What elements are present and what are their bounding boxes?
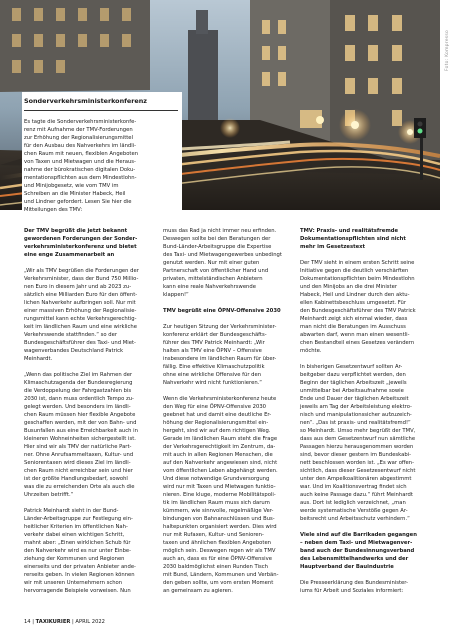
body-line: hergeht, sind wir auf dem richtigen Weg. bbox=[163, 428, 271, 434]
intro-line: renz mit Aufnahme der TMV-Forderungen bbox=[24, 127, 133, 133]
paragraph-gap bbox=[24, 259, 144, 267]
intro-line: Schreiben an die Minister Habeck, Heil bbox=[24, 191, 126, 197]
body-line: lichen Nahverkehr aufbringen soll. Nur mit bbox=[24, 300, 136, 306]
body-line: dass aus dem Gesetzentwurf nun sämtliche bbox=[300, 436, 416, 442]
body-line: iums für Arbeit und Soziales informiert: bbox=[300, 588, 404, 594]
body-line: ohne eine wirkliche Offensive für den bbox=[163, 372, 262, 378]
body-line: nur mit Rufaxen, Kultur- und Senioren- bbox=[163, 532, 264, 538]
paragraph-gap bbox=[24, 363, 144, 371]
intro-line: Mitteilungen des TMV: bbox=[24, 207, 83, 213]
body-line: Passagen hierzu herausgenommen worden bbox=[300, 444, 414, 450]
body-line: den geben sollte, um vom ersten Moment bbox=[163, 580, 274, 586]
subheading-line: Hauptverband der Bauindustrie bbox=[300, 564, 394, 570]
body-line: werde systematische Verstöße gegen Ar- bbox=[300, 508, 408, 514]
body-line: Meinhardt zeigt sich einmal wieder, dass bbox=[300, 316, 408, 322]
paragraph-gap bbox=[24, 499, 144, 507]
section-title bbox=[24, 95, 178, 111]
subheading-line: Viele sind auf die Barrikaden gegangen bbox=[300, 532, 417, 538]
body-line: die Verdoppelung der Fahrgastzahlen bis bbox=[24, 388, 132, 394]
article-column-1 bbox=[24, 227, 144, 595]
page-footer: 14 | TAXIKURIER | APRIL 2022 bbox=[24, 619, 105, 625]
paragraph-gap bbox=[300, 355, 424, 363]
subheading-line: TMV: Praxis- und realitätsfremde bbox=[300, 228, 399, 234]
body-line: Verkehrsminister, dass der Bund 750 Millio- bbox=[24, 276, 139, 282]
body-line: Ende und Dauer der täglichen Arbeitszeit bbox=[300, 396, 409, 402]
body-line: Dokumentationspflichten beim Mindestlohn bbox=[300, 276, 415, 282]
body-line: Wenn die Verkehrsministerkonferenz heute bbox=[163, 396, 277, 402]
body-line: des Taxi- und Mietwagengewerbes unbedingt bbox=[163, 252, 282, 258]
body-line: was die zu erreichenden Orte als auch die bbox=[24, 484, 135, 490]
magazine-name: TAXIKURIER bbox=[35, 619, 71, 625]
body-line: wagenverbandes Deutschland Patrick bbox=[24, 348, 124, 354]
body-line: genutzt werden. Nur mit einer guten bbox=[163, 260, 260, 266]
body-line: den Weg für eine ÖPNV-Offensive 2030 bbox=[163, 404, 267, 410]
body-line: chen Raum müssen hier flexible Angebote bbox=[24, 412, 136, 418]
body-line: insbesondere im ländlichen Raum für über- bbox=[163, 356, 277, 362]
body-line: sätzlich eine Milliarden Euro für den öffent- bbox=[24, 292, 138, 298]
body-line: den Nahverkehr wird es nur unter Einbe- bbox=[24, 548, 132, 554]
paragraph-gap bbox=[163, 315, 283, 323]
issue-date: APRIL 2022 bbox=[75, 619, 105, 625]
body-line: Und diese notwendige Grundversorgung bbox=[163, 476, 270, 482]
body-line: mit auch in allen Regionen Menschen, die bbox=[163, 452, 273, 458]
body-line: kann eine reale Nahverkehrswende bbox=[163, 284, 256, 290]
body-line: Hier sind wir als TMV der natürliche Part- bbox=[24, 444, 132, 450]
body-line: beitsrecht und Arbeitsschutz verhindern.“ bbox=[300, 516, 410, 522]
paragraph-gap bbox=[163, 387, 283, 395]
body-line: tik im ländlichen Raum muss sich darum bbox=[163, 500, 270, 506]
body-line: jeweils am Tag der Arbeitsleistung elektro- bbox=[300, 404, 412, 410]
body-line: 2030 baldmöglichst einen Runden Tisch bbox=[163, 564, 268, 570]
subheading-line: TMV begrüßt eine ÖPNV-Offensive 2030 bbox=[163, 308, 281, 314]
body-line: rungsmittel kann echte Verkehrsgerechtig- bbox=[24, 316, 137, 322]
body-line: „Wenn das politische Ziel im Rahmen der bbox=[24, 372, 133, 378]
body-line: gelegt werden. Und besonders im ländli- bbox=[24, 404, 131, 410]
body-line: hervorragende Beispiele vorweisen. Nun bbox=[24, 588, 131, 594]
body-line: haltepunkten organisiert werden. Dies wird bbox=[163, 524, 277, 530]
body-line: klappen!“ bbox=[163, 292, 189, 298]
body-line: auch an, dass es für eine ÖPNV-Offensive bbox=[163, 556, 272, 562]
article-column-3 bbox=[300, 227, 424, 595]
body-line: Busunfallen aus eine Erreichbarkeit auch in bbox=[24, 428, 138, 434]
intro-line: zur Erhöhung der Regionalisierungsmittel bbox=[24, 135, 133, 141]
intro-line: von Taxen und Mietwagen und die Heraus- bbox=[24, 159, 136, 165]
subheading-line: – neben dem Taxi- und Mietwagenver- bbox=[300, 540, 413, 546]
body-line: Beginn der täglichen Arbeitszeit „jeweils bbox=[300, 380, 407, 386]
body-line: Länder-Arbeitsgruppe zur Festlegung ein- bbox=[24, 516, 133, 522]
subheading-line: Der TMV begrüßt die jetzt bekannt bbox=[24, 228, 128, 234]
body-line: mit Bund, Ländern, Kommunen und Verbän- bbox=[163, 572, 279, 578]
body-line: taxen und ähnlichen flexiblen Angeboten bbox=[163, 540, 272, 546]
intro-line: Es tagte die Sonderverkehrsministerkonfe- bbox=[24, 119, 137, 125]
body-line: kümmern, wie sinnvolle, regelmäßige Ver- bbox=[163, 508, 274, 514]
body-line: unter den Ampelkoalitionären abgestimmt bbox=[300, 476, 412, 482]
photo-credit: Foto: Kompresso bbox=[445, 30, 450, 72]
subheading-line: des Lebensmittelhandwerks und der bbox=[300, 556, 409, 562]
body-line: und den Minijobs an die drei Minister bbox=[300, 284, 397, 290]
body-line: bindungen von Bahnanschlüssen und Bus- bbox=[163, 516, 275, 522]
body-line: Bund-Länder-Arbeitsgruppe die Expertise bbox=[163, 244, 272, 250]
body-line: nett beschlossen worden ist. „Es war offen- bbox=[300, 460, 415, 466]
body-line: nen Euro in diesem Jahr und ab 2023 zu- bbox=[24, 284, 132, 290]
body-line: so Meinhardt. Umso mehr begrüßt der TMV, bbox=[300, 428, 416, 434]
body-line: ist der größte Handlungsbedarf, sowohl bbox=[24, 476, 128, 482]
intro-line: nahme der bürokratischen digitalen Doku- bbox=[24, 167, 136, 173]
body-line: geebnet hat und damit eine deutliche Er- bbox=[163, 412, 272, 418]
body-line: auf den Nahverkehr angewiesen sind, nicht bbox=[163, 460, 278, 466]
body-line: keit im ländlichen Raum und eine wirkliche bbox=[24, 324, 137, 330]
intro-paragraph bbox=[24, 118, 174, 214]
body-line: einer massiven Erhöhung der Regionalisie- bbox=[24, 308, 137, 314]
section-title-text: Sonderverkehrsministerkonferenz bbox=[24, 97, 147, 105]
paragraph-gap bbox=[300, 251, 424, 259]
body-line: muss das Rad ja nicht immer neu erfinden. bbox=[163, 228, 277, 234]
intro-line: und Minijobgesetz, wie vom TMV im bbox=[24, 183, 119, 189]
body-line: konferenz erklärt der Bundesgeschäfts- bbox=[163, 332, 267, 338]
body-line: auch keine Passage dazu.“ führt Meinhardt bbox=[300, 492, 413, 498]
body-line: verkehr dabei einen wichtigen Schritt, bbox=[24, 532, 125, 538]
body-line: sichtlich, dass dieser Gesetzesentwurf nicht bbox=[300, 468, 416, 474]
intro-line: für den Ausbau des Nahverkehrs im ländli- bbox=[24, 143, 137, 149]
body-line: abwarten darf, wenn man einen wesentli- bbox=[300, 332, 410, 338]
body-line: kleineren Wohneinheiten sichergestellt ist. bbox=[24, 436, 136, 442]
body-line: mahnt aber: „Einen wirklichen Schub für bbox=[24, 540, 131, 546]
body-line: Habeck, Heil und Lindner durch den aktu- bbox=[300, 292, 410, 298]
body-line: Meinhardt. bbox=[24, 356, 53, 362]
body-line: Deswegen sollte bei den Beratungen der bbox=[163, 236, 271, 242]
body-line: halten als TMV eine ÖPNV – Offensive bbox=[163, 348, 262, 354]
body-line: Nahverkehr wird nicht funktionieren.“ bbox=[163, 380, 263, 386]
body-line: Uhrzeiten betrifft.“ bbox=[24, 492, 74, 498]
intro-line: und Lindner gefordert. Lesen Sie hier die bbox=[24, 199, 132, 205]
body-line: Seniorentaxen wird dieses Ziel im ländli- bbox=[24, 460, 131, 466]
body-line: höhung der Regionalisierungsmittel ein- bbox=[163, 420, 269, 426]
subheading-line: Dokumentationspflichten sind nicht bbox=[300, 236, 406, 242]
body-line: ellen Kabinettsbeschluss umgesetzt. Für bbox=[300, 300, 406, 306]
body-line: nisch und manipulationssicher aufzuzeich- bbox=[300, 412, 412, 418]
body-line: beitgeber dazu verpflichtet werden, den bbox=[300, 372, 406, 378]
body-line: Der TMV sieht in einem ersten Schritt seine bbox=[300, 260, 415, 266]
page-number: 14 bbox=[24, 619, 31, 625]
paragraph-gap bbox=[163, 299, 283, 307]
body-line: rerseits geben. In vielen Regionen können bbox=[24, 572, 135, 578]
body-line: Die Presseerklärung des Bundesminister- bbox=[300, 580, 408, 586]
body-line: aus. Dort ist lediglich verzeichnet, „man bbox=[300, 500, 406, 506]
body-line: der Verkehrsgerechtigkeit im Zentrum, da- bbox=[163, 444, 276, 450]
body-line: Partnerschaft von öffentlicher Hand und bbox=[163, 268, 269, 274]
body-line: Bundesgeschäftsführer des Taxi- und Miet- bbox=[24, 340, 136, 346]
body-line: Klimaschutzagenda der Bundesregierung bbox=[24, 380, 133, 386]
body-line: Zur heutigen Sitzung der Verkehrsminister- bbox=[163, 324, 277, 330]
body-line: Verkehrswende stattfinden.“ so der bbox=[24, 332, 118, 338]
body-line: privaten, mittelständischen Anbietern bbox=[163, 276, 263, 282]
body-line: unmittelbar bei Arbeitsaufnahme sowie bbox=[300, 388, 404, 394]
body-line: chen Bestandteil eines Gesetzes verändern bbox=[300, 340, 415, 346]
body-line: Initiative gegen die deutlich verschärften bbox=[300, 268, 409, 274]
subheading-line: gewordenen Forderungen der Sonder- bbox=[24, 236, 138, 242]
body-line: sind, bevor dieser gestern im Bundeskabi- bbox=[300, 452, 412, 458]
body-line: möglich sein. Deswegen regen wir als TMV bbox=[163, 548, 276, 554]
paragraph-gap bbox=[300, 571, 424, 579]
subheading-line: eine enge Zusammenarbeit an bbox=[24, 252, 115, 258]
body-line: war. Und im Koalitionsvertrag findet sich bbox=[300, 484, 407, 490]
body-line: geschaffen werden, mit der von Bahn- und bbox=[24, 420, 137, 426]
body-line: an gemeinsam zu agieren. bbox=[163, 588, 233, 594]
body-line: nen“. „Das ist praxis- und realitätsfremd!“ bbox=[300, 420, 411, 426]
body-line: fällig. Eine effektive Klimaschutzpolitik bbox=[163, 364, 265, 370]
body-line: 2030 ist, dann muss ordentlich Tempo zu- bbox=[24, 396, 134, 402]
body-line: Gerade im ländlichen Raum steht die Frage bbox=[163, 436, 278, 442]
body-line: einerseits und der privaten Anbieter ande- bbox=[24, 564, 136, 570]
subheading-line: mehr im Gesetzestext bbox=[300, 244, 366, 250]
subheading-line: band auch der Bundesinnungsverband bbox=[300, 548, 415, 554]
body-line: „Wir als TMV begrüßen die Forderungen der bbox=[24, 268, 139, 274]
body-line: chen Raum nicht erreichbar sein und hier bbox=[24, 468, 133, 474]
body-line: ziehung der Kommunen und Regionen bbox=[24, 556, 125, 562]
body-line: heitlicher Kriterien im öffentlichen Nah- bbox=[24, 524, 128, 530]
body-line: man nicht die Beratungen im Ausschuss bbox=[300, 324, 406, 330]
paragraph-gap bbox=[300, 523, 424, 531]
body-line: Patrick Meinhardt sieht in der Bund- bbox=[24, 508, 119, 514]
article-column-2 bbox=[163, 227, 283, 595]
body-line: ner. Ohne Anrufsammeltaxen, Kultur- und bbox=[24, 452, 134, 458]
subheading-line: verkehrsministerkonferenz und bietet bbox=[24, 244, 137, 250]
body-line: In bisherigen Gesetzentwurf sollten Ar- bbox=[300, 364, 403, 370]
body-line: nieren. Eine kluge, moderne Mobilitätspoli- bbox=[163, 492, 276, 498]
body-line: möchte. bbox=[300, 348, 322, 354]
body-line: führer des TMV Patrick Meinhardt: „Wir bbox=[163, 340, 265, 346]
body-line: wird nur mit Taxen und Mietwagen funktio- bbox=[163, 484, 276, 490]
intro-line: mentationspflichten aus dem Mindestlohn- bbox=[24, 175, 137, 181]
body-line: wir mit unseren Unternehmern schon bbox=[24, 580, 123, 586]
body-line: vom öffentlichen Leben abgehängt werden. bbox=[163, 468, 278, 474]
body-line: den Bundesgeschäftsführer des TMV Patrick bbox=[300, 308, 416, 314]
intro-line: chen Raum mit neuen, flexiblen Angeboten bbox=[24, 151, 139, 157]
